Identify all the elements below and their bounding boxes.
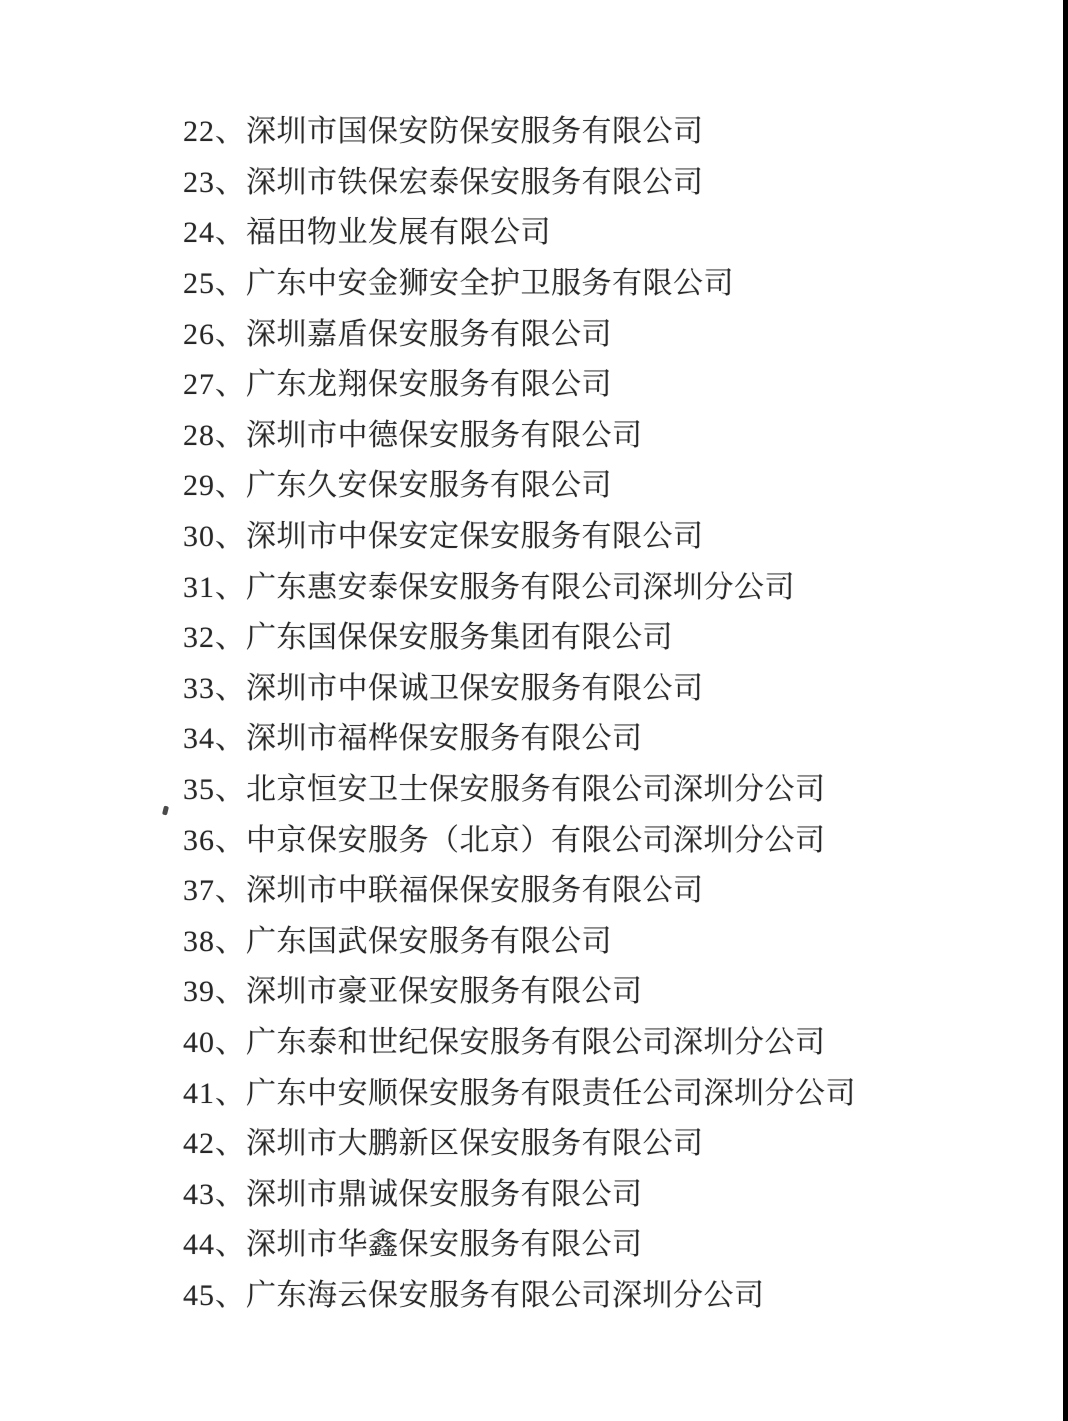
list-item-number: 29、 — [183, 469, 246, 503]
company-name: 广东中安金狮安全护卫服务有限公司 — [246, 267, 734, 301]
scan-edge-bar — [1063, 0, 1068, 1421]
list-item-number: 22、 — [183, 115, 246, 149]
list-item — [183, 913, 856, 964]
list-item — [183, 609, 856, 660]
company-name: 深圳市中保安定保安服务有限公司 — [246, 520, 704, 554]
list-item-number: 44、 — [183, 1228, 246, 1262]
list-item-number: 27、 — [183, 368, 246, 402]
company-name: 深圳市鼎诚保安服务有限公司 — [246, 1177, 643, 1211]
company-name: 福田物业发展有限公司 — [246, 216, 551, 250]
list-item — [183, 660, 856, 711]
list-item-number: 40、 — [183, 1025, 246, 1059]
company-name: 广东久安保安服务有限公司 — [246, 469, 612, 503]
list-item — [183, 761, 856, 812]
company-name: 深圳市福桦保安服务有限公司 — [246, 722, 643, 756]
list-item — [183, 1267, 856, 1318]
list-item — [183, 811, 856, 862]
list-item-number: 41、 — [183, 1076, 246, 1110]
list-item — [183, 1014, 856, 1065]
list-item-number: 33、 — [183, 671, 246, 705]
list-item-number: 23、 — [183, 165, 246, 199]
list-item-number: 42、 — [183, 1127, 246, 1161]
company-name: 深圳嘉盾保安服务有限公司 — [246, 317, 612, 351]
list-item-number: 31、 — [183, 570, 246, 604]
list-item — [183, 963, 856, 1014]
list-item — [183, 356, 856, 407]
company-name: 北京恒安卫士保安服务有限公司深圳分公司 — [246, 773, 826, 807]
list-item-number: 43、 — [183, 1177, 246, 1211]
company-name: 广东海云保安服务有限公司深圳分公司 — [246, 1278, 765, 1312]
company-name: 广东惠安泰保安服务有限公司深圳分公司 — [246, 570, 795, 604]
list-item — [183, 508, 856, 559]
company-name: 深圳市国保安防保安服务有限公司 — [246, 115, 704, 149]
list-item — [183, 1165, 856, 1216]
list-item — [183, 457, 856, 508]
company-name: 广东国武保安服务有限公司 — [246, 924, 612, 958]
list-item-number: 38、 — [183, 924, 246, 958]
list-item-number: 34、 — [183, 722, 246, 756]
list-item-number: 37、 — [183, 874, 246, 908]
list-item — [183, 1064, 856, 1115]
company-name: 广东中安顺保安服务有限责任公司深圳分公司 — [246, 1076, 856, 1110]
company-name: 深圳市大鹏新区保安服务有限公司 — [246, 1127, 704, 1161]
list-item-number: 32、 — [183, 621, 246, 655]
list-item-number: 26、 — [183, 317, 246, 351]
list-item-number: 35、 — [183, 773, 246, 807]
list-item — [183, 103, 856, 154]
list-item — [183, 204, 856, 255]
list-item-number: 28、 — [183, 418, 246, 452]
company-name: 深圳市中德保安服务有限公司 — [246, 418, 643, 452]
list-item — [183, 862, 856, 913]
list-item — [183, 1216, 856, 1267]
company-list — [183, 103, 856, 1317]
list-item — [183, 558, 856, 609]
list-item-number: 45、 — [183, 1278, 246, 1312]
company-name: 广东国保保安服务集团有限公司 — [246, 621, 673, 655]
company-name: 深圳市中保诚卫保安服务有限公司 — [246, 671, 704, 705]
scan-speck — [162, 806, 169, 816]
list-item-number: 36、 — [183, 823, 246, 857]
company-name: 中京保安服务（北京）有限公司深圳分公司 — [246, 823, 826, 857]
list-item-number: 30、 — [183, 520, 246, 554]
list-item-number: 25、 — [183, 267, 246, 301]
list-item-number: 24、 — [183, 216, 246, 250]
list-item — [183, 1115, 856, 1166]
company-name: 深圳市铁保宏泰保安服务有限公司 — [246, 165, 704, 199]
company-name: 深圳市华鑫保安服务有限公司 — [246, 1228, 643, 1262]
list-item-number: 39、 — [183, 975, 246, 1009]
list-item — [183, 154, 856, 205]
list-item — [183, 255, 856, 306]
company-name: 深圳市豪亚保安服务有限公司 — [246, 975, 643, 1009]
company-name: 广东泰和世纪保安服务有限公司深圳分公司 — [246, 1025, 826, 1059]
company-name: 广东龙翔保安服务有限公司 — [246, 368, 612, 402]
list-item — [183, 407, 856, 458]
list-item — [183, 710, 856, 761]
company-name: 深圳市中联福保保安服务有限公司 — [246, 874, 704, 908]
list-item — [183, 305, 856, 356]
